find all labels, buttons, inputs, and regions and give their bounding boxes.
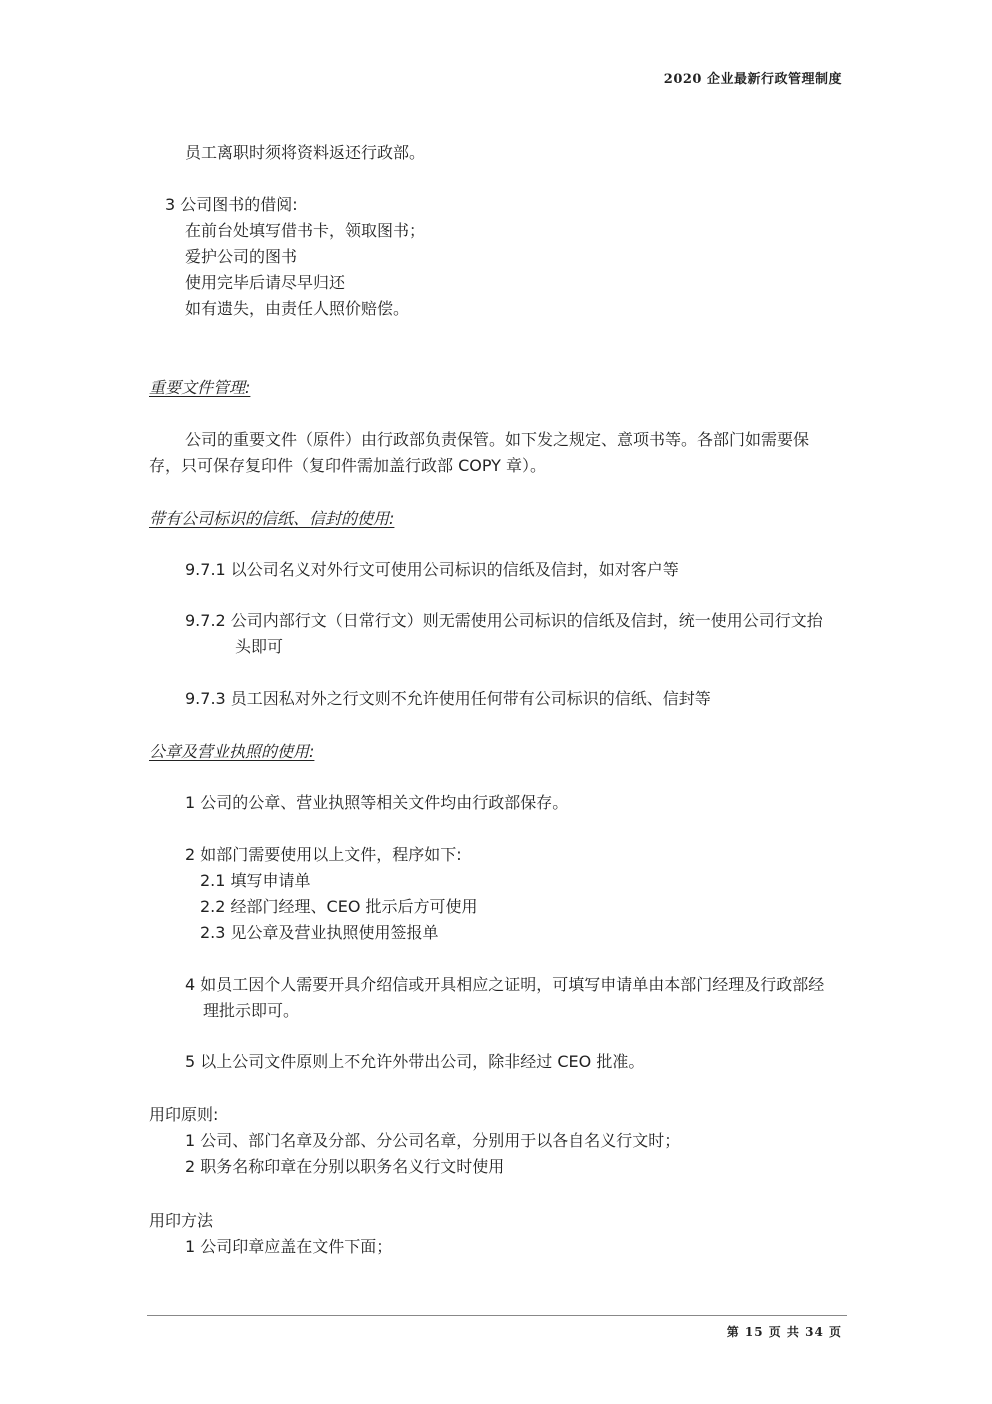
seal-title: 公章及营业执照的使用: [149,742,315,761]
seal-subitem: 2.3 见公章及营业执照使用签报单 [200,923,439,942]
seal-item: 5 以上公司文件原则上不允许外带出公司，除非经过 CEO 批准。 [185,1052,645,1071]
footer-divider [147,1315,847,1316]
letterhead-item: 9.7.3 员工因私对外之行文则不允许使用任何带有公司标识的信纸、信封等 [185,689,711,708]
seal-principle-item: 1 公司、部门名章及分部、分公司名章，分别用于以各自名义行文时； [185,1131,681,1150]
seal-principle-title: 用印原则: [149,1105,219,1124]
books-item: 在前台处填写借书卡，领取图书； [185,221,426,240]
important-docs-body-line2: 存，只可保存复印件（复印件需加盖行政部 COPY 章）。 [149,456,547,475]
page-header-title: 2020 企业最新行政管理制度 [663,72,842,87]
seal-item: 1 公司的公章、营业执照等相关文件均由行政部保存。 [185,793,569,812]
materials-return-line: 员工离职时须将资料返还行政部。 [185,143,426,162]
seal-method-item: 1 公司印章应盖在文件下面； [185,1237,393,1256]
letterhead-item: 9.7.1 以公司名义对外行文可使用公司标识的信纸及信封，如对客户等 [185,560,679,579]
seal-item-continuation: 理批示即可。 [203,1001,300,1020]
seal-subitem: 2.2 经部门经理、CEO 批示后方可使用 [200,897,478,916]
books-heading: 3 公司图书的借阅: [165,195,298,214]
seal-item: 2 如部门需要使用以上文件，程序如下: [185,845,462,864]
seal-principle-item: 2 职务名称印章在分别以职务名义行文时使用 [185,1157,505,1176]
books-item: 如有遗失，由责任人照价赔偿。 [185,299,410,318]
seal-item: 4 如员工因个人需要开具介绍信或开具相应之证明，可填写申请单由本部门经理及行政部经 [185,975,825,994]
important-docs-body-line1: 公司的重要文件（原件）由行政部负责保管。如下发之规定、意项书等。各部门如需要保 [185,430,810,449]
page-number: 第 15 页 共 34 页 [726,1325,842,1339]
seal-subitem: 2.1 填写申请单 [200,871,311,890]
letterhead-item-continuation: 头即可 [235,637,284,656]
seal-method-title: 用印方法 [149,1211,214,1230]
letterhead-title: 带有公司标识的信纸、信封的使用: [149,509,395,528]
books-item: 使用完毕后请尽早归还 [185,273,346,292]
important-docs-title: 重要文件管理: [149,378,251,397]
books-item: 爱护公司的图书 [185,247,298,266]
letterhead-item: 9.7.2 公司内部行文（日常行文）则无需使用公司标识的信纸及信封，统一使用公司行文抬 [185,611,823,630]
